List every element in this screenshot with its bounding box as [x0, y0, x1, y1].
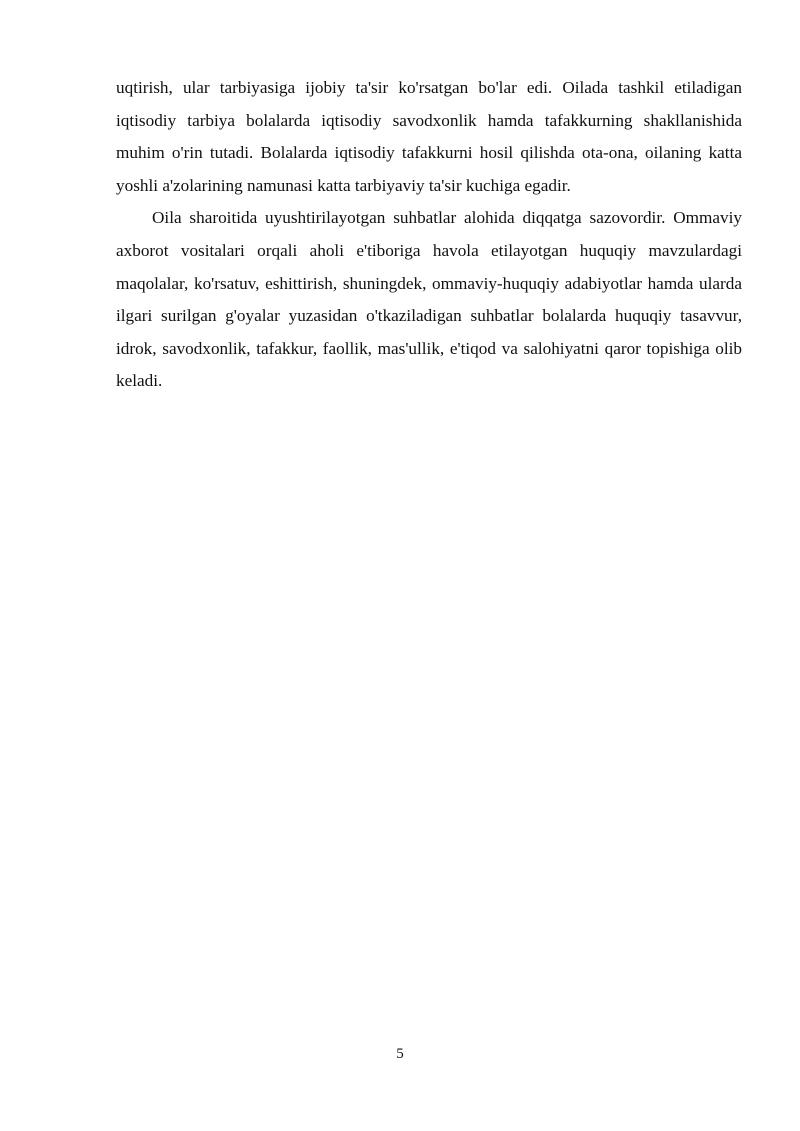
- document-body: [116, 72, 742, 398]
- page-number: 5: [396, 1046, 404, 1062]
- paragraph-2: Oila sharoitida uyushtirilayotgan suhbatlar alohida diqqatga sazovordir. Ommaviy axborot vositalari orqali aholi e'tiboriga havola etilayotgan huquqiy mavzulardagi maqolalar, ko'rsatuv, eshittirish, shuningdek, ommaviy-huquqiy adabiyotlar hamda ularda ilgari surilgan g'oyalar yuzasidan o'tkaziladigan suhbatlar bolalarda huquqiy tasavvur, idrok, savodxonlik, tafakkur, faollik, mas'ullik, e'tiqod va salohiyatni qaror topishiga olib keladi.: [116, 208, 742, 391]
- paragraph-1: uqtirish, ular tarbiyasiga ijobiy ta'sir ko'rsatgan bo'lar edi. Oilada tashkil etiladigan iqtisodiy tarbiya bolalarda iqtisodiy savodxonlik hamda tafakkurning shakllanishida muhim o'rin tutadi. Bolalarda iqtisodiy tafakkurni hosil qilishda ota-ona, oilaning katta yoshli a'zolarining namunasi katta tarbiyaviy ta'sir kuchiga egadir.: [116, 78, 742, 195]
